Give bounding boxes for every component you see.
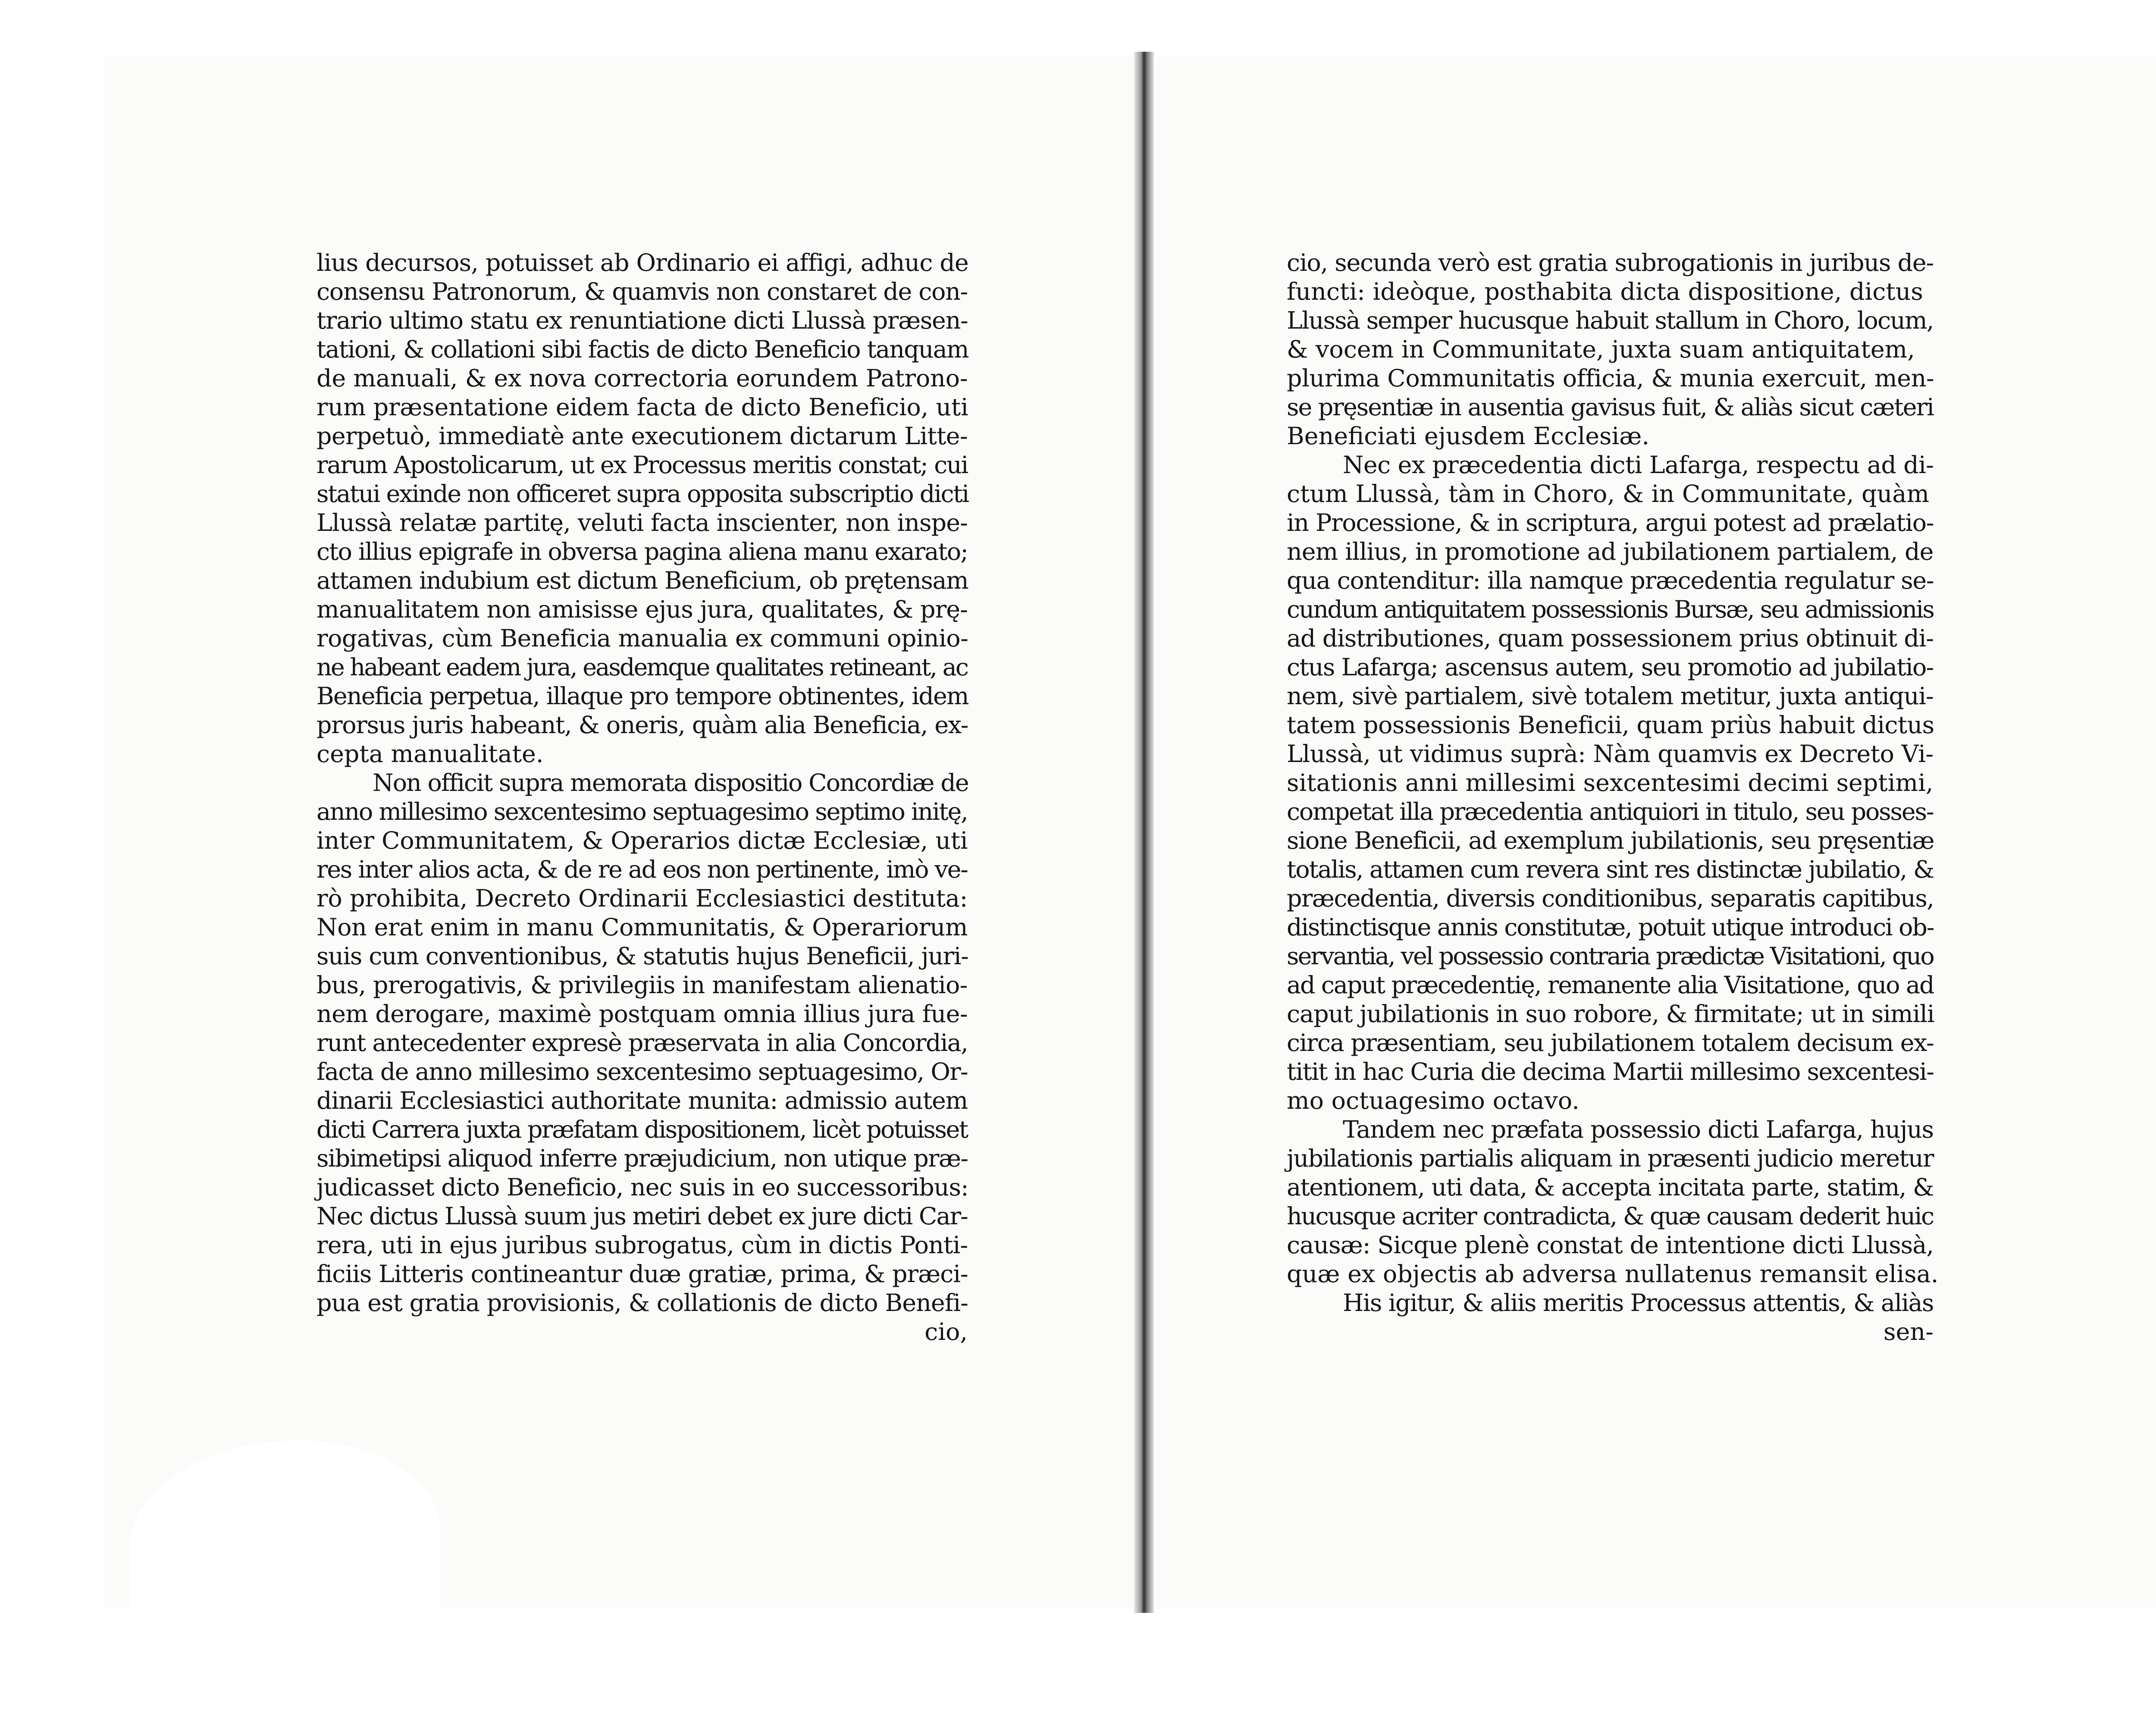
text-line: statui exinde non officeret supra opposita subscriptio dicti xyxy=(317,480,968,508)
text-line: Beneficiati ejusdem Ecclesiæ. xyxy=(1287,422,1650,450)
text-line: plurima Communitatis officia, & munia exercuit, men- xyxy=(1287,364,1934,392)
text-line: cundum antiquitatem possessionis Bursæ, seu admissionis xyxy=(1287,596,1934,624)
text-line: atentionem, uti data, & accepta incitata parte, statim, & xyxy=(1287,1173,1934,1201)
text-line: rera, uti in ejus juribus subrogatus, cùm in dictis Ponti- xyxy=(317,1231,968,1259)
text-line: pua est gratia provisionis, & collationis de dicto Benefi- xyxy=(317,1289,968,1317)
text-line: tationi, & collationi sibi factis de dicto Beneficio tanquam xyxy=(317,336,968,364)
text-line: dinarii Ecclesiastici authoritate munita: admissio autem xyxy=(317,1087,968,1115)
text-line: inter Communitatem, & Operarios dictæ Ecclesiæ, uti xyxy=(317,827,968,855)
text-line: causæ: Sicque plenè constat de intentione dicti Llussà, xyxy=(1287,1231,1934,1259)
text-line: ad caput præcedentię, remanente alia Visitatione, quo ad xyxy=(1287,971,1934,999)
text-line: sione Beneficii, ad exemplum jubilationis, seu pręsentiæ xyxy=(1287,827,1934,855)
text-line: nem derogare, maximè postquam omnia illius jura fue- xyxy=(317,1000,968,1028)
text-line: servantia, vel possessio contraria prædictæ Visitationi, quo xyxy=(1287,942,1934,970)
text-line: runt antecedenter expresè præservata in alia Concordia, xyxy=(317,1029,968,1057)
text-line: anno millesimo sexcentesimo septuagesimo septimo initę, xyxy=(317,798,968,826)
text-line: rò prohibita, Decreto Ordinarii Ecclesiastici destituta: xyxy=(317,884,968,913)
text-line: se pręsentiæ in ausentia gavisus fuit, & aliàs sicut cæteri xyxy=(1287,393,1934,421)
text-line: rarum Apostolicarum, ut ex Processus meritis constat; cui xyxy=(317,451,968,479)
text-line: nem, sivè partialem, sivè totalem metitur, juxta antiqui- xyxy=(1287,682,1934,710)
text-line: competat illa præcedentia antiquiori in titulo, seu posses- xyxy=(1287,798,1934,826)
text-line: facta de anno millesimo sexcentesimo septuagesimo, Or- xyxy=(317,1058,968,1086)
text-line: ne habeant eadem jura, easdemque qualitates retineant, ac xyxy=(317,653,968,681)
text-line: bus, prerogativis, & privilegiis in manifestam alienatio- xyxy=(317,971,968,999)
text-line: ad distributiones, quam possessionem prius obtinuit di- xyxy=(1287,624,1934,652)
text-line: præcedentia, diversis conditionibus, separatis capitibus, xyxy=(1287,884,1934,913)
text-line: rum præsentatione eidem facta de dicto Beneficio, uti xyxy=(317,393,968,421)
text-line: res inter alios acta, & de re ad eos non pertinente, imò ve- xyxy=(317,856,968,884)
right-text-column xyxy=(1287,248,1939,1346)
catchword: sen- xyxy=(1883,1318,1934,1346)
text-line: qua contenditur: illa namque præcedentia regulatur se- xyxy=(1287,567,1934,595)
text-line: mo octuagesimo octavo. xyxy=(1287,1087,1579,1115)
text-line: distinctisque annis constitutæ, potuit utique introduci ob- xyxy=(1287,913,1934,941)
text-line: rogativas, cùm Beneficia manualia ex communi opinio- xyxy=(317,624,968,652)
text-line: de manuali, & ex nova correctoria eorundem Patrono- xyxy=(317,364,968,392)
text-line: Beneficia perpetua, illaque pro tempore obtinentes, idem xyxy=(317,682,968,710)
text-line: lius decursos, potuisset ab Ordinario ei affigi, adhuc de xyxy=(317,249,968,277)
text-line: attamen indubium est dictum Beneficium, ob prętensam xyxy=(317,567,968,595)
text-line: in Processione, & in scriptura, argui potest ad prælatio- xyxy=(1287,509,1934,537)
text-line: consensu Patronorum, & quamvis non constaret de con- xyxy=(317,278,968,306)
text-line: Nec dictus Llussà suum jus metiri debet ex jure dicti Car- xyxy=(317,1202,968,1230)
text-line: quæ ex objectis ab adversa nullatenus remansit elisa. xyxy=(1287,1260,1939,1288)
text-line: Non officit supra memorata dispositio Concordiæ de xyxy=(373,769,968,797)
text-line: sitationis anni millesimi sexcentesimi decimi septimi, xyxy=(1287,769,1934,797)
text-line: cio, secunda verò est gratia subrogationis in juribus de- xyxy=(1287,249,1934,277)
text-line: & vocem in Communitate, juxta suam antiquitatem, xyxy=(1287,336,1915,364)
text-line: Llussà semper hucusque habuit stallum in Choro, locum, xyxy=(1287,307,1934,335)
text-line: jubilationis partialis aliquam in præsenti judicio meretur xyxy=(1287,1145,1934,1173)
text-line: caput jubilationis in suo robore, & firmitate; ut in simili xyxy=(1287,1000,1934,1028)
catchword: cio, xyxy=(924,1318,968,1346)
text-line: Tandem nec præfata possessio dicti Lafarga, hujus xyxy=(1343,1116,1934,1144)
text-line: Non erat enim in manu Communitatis, & Operariorum xyxy=(317,913,968,941)
text-line: Llussà relatæ partitę, veluti facta inscienter, non inspe- xyxy=(317,509,968,537)
text-line: perpetuò, immediatè ante executionem dictarum Litte- xyxy=(317,422,968,450)
text-line: cto illius epigrafe in obversa pagina aliena manu exarato; xyxy=(317,538,968,566)
text-line: judicasset dicto Beneficio, nec suis in eo successoribus: xyxy=(317,1173,968,1201)
text-line: hucusque acriter contradicta, & quæ causam dederit huic xyxy=(1287,1202,1934,1230)
text-line: ficiis Litteris contineantur duæ gratiæ, prima, & præci- xyxy=(317,1260,968,1288)
text-line: circa præsentiam, seu jubilationem totalem decisum ex- xyxy=(1287,1029,1934,1057)
text-line: suis cum conventionibus, & statutis hujus Beneficii, juri- xyxy=(317,942,968,970)
text-line: nem illius, in promotione ad jubilationem partialem, de xyxy=(1287,538,1934,566)
text-line: tatem possessionis Beneficii, quam priùs habuit dictus xyxy=(1287,711,1934,739)
text-line: ctus Lafarga; ascensus autem, seu promotio ad jubilatio- xyxy=(1287,653,1934,681)
book-gutter xyxy=(1134,52,1154,1613)
text-line: titit in hac Curia die decima Martii millesimo sexcentesi- xyxy=(1287,1058,1934,1086)
text-line: sibimetipsi aliquod inferre præjudicium, non utique præ- xyxy=(317,1145,968,1173)
left-text-column xyxy=(317,248,968,1346)
text-line: totalis, attamen cum revera sint res distinctæ jubilatio, & xyxy=(1287,856,1934,884)
text-line: manualitatem non amisisse ejus jura, qualitates, & prę- xyxy=(317,596,968,624)
text-line: His igitur, & aliis meritis Processus attentis, & aliàs xyxy=(1343,1289,1934,1317)
text-line: functi: ideòque, posthabita dicta dispositione, dictus xyxy=(1287,278,1923,306)
text-line: Nec ex præcedentia dicti Lafarga, respectu ad di- xyxy=(1343,451,1934,479)
text-line: prorsus juris habeant, & oneris, quàm alia Beneficia, ex- xyxy=(317,711,968,739)
text-line: dicti Carrera juxta præfatam dispositionem, licèt potuisset xyxy=(317,1116,968,1144)
text-line: trario ultimo statu ex renuntiatione dicti Llussà præsen- xyxy=(317,307,968,335)
text-line: cepta manualitate. xyxy=(317,740,544,768)
text-line: Llussà, ut vidimus suprà: Nàm quamvis ex Decreto Vi- xyxy=(1287,740,1934,768)
text-line: ctum Llussà, tàm in Choro, & in Communitate, quàm xyxy=(1287,480,1930,508)
